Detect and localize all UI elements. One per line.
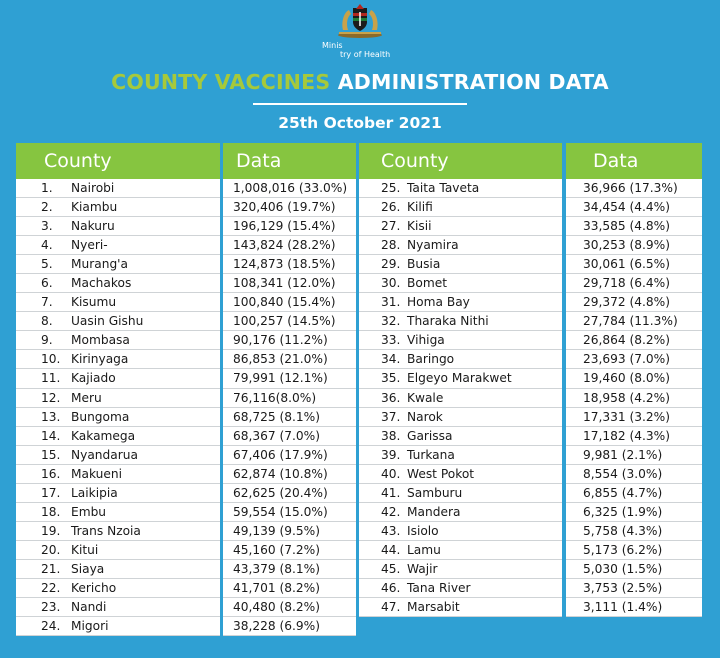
vaccine-count: 17,182 (4.3%): [583, 428, 670, 443]
county-name: Makueni: [71, 466, 122, 481]
table-row: [223, 255, 356, 274]
table-row: [566, 389, 702, 408]
vaccine-count: 100,257 (14.5%): [233, 314, 336, 329]
table-row: [16, 465, 220, 484]
county-name: Nairobi: [71, 181, 115, 195]
county-name: Garissa: [407, 428, 453, 443]
vaccine-count: 62,874 (10.8%): [233, 466, 328, 481]
row-number: 15.: [41, 447, 61, 462]
table-row: [223, 598, 356, 617]
table-row: [359, 408, 562, 427]
row-number: 14.: [41, 428, 61, 443]
row-number: 26.: [381, 200, 401, 215]
row-number: 34.: [381, 352, 401, 367]
county-name: Nyandarua: [71, 447, 138, 462]
table-row: [16, 274, 220, 293]
row-number: 43.: [381, 523, 401, 538]
row-number: 4.: [41, 238, 53, 253]
title-part-green: COUNTY VACCINES: [111, 70, 331, 94]
county-name: Kirinyaga: [71, 352, 129, 367]
county-name: Kiambu: [71, 200, 118, 215]
table-row: [16, 369, 220, 388]
county-name: Kwale: [407, 390, 444, 405]
table-row: [359, 331, 562, 350]
table-row: [566, 446, 702, 465]
table-row: [566, 293, 702, 312]
row-number: 1.: [41, 181, 53, 195]
row-number: 6.: [41, 276, 53, 291]
table-row: [16, 217, 220, 236]
vaccine-count: 3,753 (2.5%): [583, 580, 663, 595]
table-row: [359, 560, 562, 579]
coat-of-arms-logo: [334, 0, 386, 38]
vaccine-count: 5,173 (6.2%): [583, 542, 663, 557]
county-name: Elgeyo Marakwet: [407, 371, 512, 386]
table-row: [566, 427, 702, 446]
vaccine-count: 30,061 (6.5%): [583, 257, 670, 272]
vaccine-count: 59,554 (15.0%): [233, 504, 328, 519]
table-row: [16, 255, 220, 274]
vaccine-count: 76,116(8.0%): [233, 390, 317, 405]
table-row: [566, 369, 702, 388]
row-number: 3.: [41, 219, 53, 234]
table-row: [16, 560, 220, 579]
county-name: Tharaka Nithi: [407, 314, 489, 329]
title-divider: [253, 103, 467, 105]
ministry-of-health-label: [322, 42, 412, 62]
row-number: 33.: [381, 333, 401, 348]
county-name: Kilifi: [407, 200, 433, 215]
vaccine-count: 6,325 (1.9%): [583, 504, 663, 519]
county-name: Busia: [407, 257, 441, 272]
row-number: 7.: [41, 295, 53, 310]
vaccine-count: 33,585 (4.8%): [583, 219, 670, 234]
county-name: Kakamega: [71, 428, 136, 443]
row-number: 12.: [41, 390, 61, 405]
vaccine-count: 86,853 (21.0%): [233, 352, 328, 367]
table-row: [16, 293, 220, 312]
county-name: Turkana: [407, 447, 455, 462]
table-row: [359, 217, 562, 236]
row-number: 46.: [381, 580, 401, 595]
table-row: [16, 484, 220, 503]
vaccine-count: 41,701 (8.2%): [233, 580, 320, 595]
vaccine-count: 6,855 (4.7%): [583, 485, 663, 500]
table-row: [566, 217, 702, 236]
county-name: Siaya: [71, 561, 105, 576]
vaccine-count: 90,176 (11.2%): [233, 333, 328, 348]
county-name: Murang'a: [71, 257, 128, 272]
county-name: Vihiga: [407, 333, 445, 348]
row-number: 8.: [41, 314, 53, 329]
table-row: [223, 312, 356, 331]
header-county-left: [16, 143, 220, 179]
row-number: 37.: [381, 409, 401, 424]
header-county-right: [359, 143, 562, 179]
table-row: [566, 236, 702, 255]
vaccine-count: 34,454 (4.4%): [583, 200, 670, 215]
row-number: 42.: [381, 504, 401, 519]
row-number: 45.: [381, 561, 401, 576]
county-name: Tana River: [407, 580, 471, 595]
vaccine-count: 5,758 (4.3%): [583, 523, 663, 538]
county-name: Mombasa: [71, 333, 130, 348]
table-row: [223, 427, 356, 446]
table-row: [566, 522, 702, 541]
county-name: Trans Nzoia: [71, 523, 141, 538]
county-name: Baringo: [407, 352, 455, 367]
vaccine-count: 49,139 (9.5%): [233, 523, 320, 538]
table-row: [223, 369, 356, 388]
table-row: [359, 598, 562, 617]
table-row: [223, 484, 356, 503]
table-row: [566, 560, 702, 579]
table-row: [223, 236, 356, 255]
ministry-label-line1: Minis: [322, 41, 343, 50]
county-name: Meru: [71, 390, 102, 405]
table-row: [566, 579, 702, 598]
row-number: 25.: [381, 181, 401, 195]
header-county-left-label: County: [44, 150, 112, 172]
table-row: [223, 331, 356, 350]
table-row: [16, 179, 220, 198]
vaccine-count: 8,554 (3.0%): [583, 466, 663, 481]
vaccine-count: 30,253 (8.9%): [583, 238, 670, 253]
vaccine-count: 43,379 (8.1%): [233, 561, 320, 576]
county-name: Wajir: [407, 561, 438, 576]
report-date: 25th October 2021: [278, 114, 442, 132]
table-row: [223, 389, 356, 408]
table-row: [359, 312, 562, 331]
county-name: Kisii: [407, 219, 432, 234]
table-row: [566, 312, 702, 331]
data-column-left: [223, 179, 356, 636]
table-row: [359, 522, 562, 541]
table-row: [223, 350, 356, 369]
header-data-right-label: Data: [593, 150, 639, 172]
table-row: [359, 293, 562, 312]
row-number: 30.: [381, 276, 401, 291]
table-row: [16, 446, 220, 465]
row-number: 13.: [41, 409, 61, 424]
row-number: 31.: [381, 295, 401, 310]
row-number: 38.: [381, 428, 401, 443]
county-name: Migori: [71, 619, 109, 634]
title-part-white: ADMINISTRATION DATA: [337, 70, 609, 94]
row-number: 29.: [381, 257, 401, 272]
county-name: Uasin Gishu: [71, 314, 144, 329]
table-row: [566, 331, 702, 350]
row-number: 5.: [41, 257, 53, 272]
table-row: [566, 179, 702, 198]
vaccine-count: 143,824 (28.2%): [233, 238, 336, 253]
page-title: [0, 70, 720, 94]
header-data-left: [223, 143, 356, 179]
table-row: [566, 503, 702, 522]
table-row: [16, 617, 220, 636]
table-row: [223, 274, 356, 293]
vaccine-count: 1,008,016 (33.0%): [233, 181, 348, 195]
county-name: Narok: [407, 409, 443, 424]
county-name: Machakos: [71, 276, 132, 291]
table-row: [16, 350, 220, 369]
table-row: [16, 427, 220, 446]
table-row: [566, 598, 702, 617]
county-name: Isiolo: [407, 523, 439, 538]
ministry-label-line2: try of Health: [340, 50, 391, 59]
county-name: Nakuru: [71, 219, 115, 234]
vaccine-count: 5,030 (1.5%): [583, 561, 663, 576]
vaccine-count: 79,991 (12.1%): [233, 371, 328, 386]
county-name: Kericho: [71, 580, 117, 595]
table-row: [223, 541, 356, 560]
county-name: Taita Taveta: [407, 181, 480, 195]
table-row: [16, 541, 220, 560]
table-row: [359, 274, 562, 293]
county-name: Samburu: [407, 485, 463, 500]
vaccine-count: 9,981 (2.1%): [583, 447, 663, 462]
county-name: West Pokot: [407, 466, 475, 481]
county-column-left: [16, 179, 220, 636]
row-number: 28.: [381, 238, 401, 253]
vaccine-count: 68,367 (7.0%): [233, 428, 320, 443]
table-row: [16, 236, 220, 255]
row-number: 24.: [41, 619, 61, 634]
vaccine-count: 40,480 (8.2%): [233, 600, 320, 615]
county-name: Kajiado: [71, 371, 116, 386]
vaccine-count: 320,406 (19.7%): [233, 200, 336, 215]
header-data-right: [566, 143, 702, 179]
table-row: [566, 484, 702, 503]
vaccine-count: 23,693 (7.0%): [583, 352, 670, 367]
row-number: 10.: [41, 352, 61, 367]
vaccine-count: 108,341 (12.0%): [233, 276, 336, 291]
row-number: 27.: [381, 219, 401, 234]
county-name: Kitui: [71, 542, 99, 557]
table-row: [16, 522, 220, 541]
table-row: [223, 408, 356, 427]
row-number: 35.: [381, 371, 401, 386]
table-row: [16, 331, 220, 350]
table-row: [16, 408, 220, 427]
vaccine-count: 26,864 (8.2%): [583, 333, 670, 348]
table-row: [359, 427, 562, 446]
vaccine-count: 18,958 (4.2%): [583, 390, 670, 405]
table-row: [223, 217, 356, 236]
county-name: Mandera: [407, 504, 461, 519]
table-row: [359, 255, 562, 274]
table-row: [566, 274, 702, 293]
table-row: [223, 293, 356, 312]
vaccine-count: 3,111 (1.4%): [583, 600, 663, 615]
table-row: [566, 198, 702, 217]
vaccine-count: 67,406 (17.9%): [233, 447, 328, 462]
table-row: [359, 446, 562, 465]
county-name: Homa Bay: [407, 295, 470, 310]
row-number: 47.: [381, 600, 401, 615]
row-number: 36.: [381, 390, 401, 405]
county-column-right: [359, 179, 562, 617]
table-row: [566, 465, 702, 484]
table-row: [359, 465, 562, 484]
header-county-right-label: County: [381, 150, 449, 172]
row-number: 41.: [381, 485, 401, 500]
vaccine-count: 38,228 (6.9%): [233, 619, 320, 634]
row-number: 32.: [381, 314, 401, 329]
row-number: 2.: [41, 200, 53, 215]
row-number: 22.: [41, 580, 61, 595]
row-number: 23.: [41, 600, 61, 615]
row-number: 40.: [381, 466, 401, 481]
vaccine-count: 29,372 (4.8%): [583, 295, 670, 310]
table-row: [223, 465, 356, 484]
vaccine-count: 124,873 (18.5%): [233, 257, 336, 272]
row-number: 18.: [41, 504, 61, 519]
table-row: [566, 408, 702, 427]
table-row: [223, 522, 356, 541]
row-number: 21.: [41, 561, 61, 576]
table-row: [223, 560, 356, 579]
table-row: [359, 369, 562, 388]
table-row: [223, 179, 356, 198]
county-name: Nyeri-: [71, 238, 108, 253]
county-name: Lamu: [407, 542, 441, 557]
vaccine-count: 29,718 (6.4%): [583, 276, 670, 291]
vaccine-count: 68,725 (8.1%): [233, 409, 320, 424]
header-data-left-label: Data: [236, 150, 282, 172]
row-number: 39.: [381, 447, 401, 462]
county-name: Marsabit: [407, 600, 460, 615]
row-number: 44.: [381, 542, 401, 557]
row-number: 11.: [41, 371, 61, 386]
table-row: [223, 198, 356, 217]
table-row: [16, 312, 220, 331]
county-name: Nandi: [71, 600, 107, 615]
table-row: [566, 541, 702, 560]
table-row: [566, 350, 702, 369]
county-name: Nyamira: [407, 238, 459, 253]
row-number: 20.: [41, 542, 61, 557]
vaccine-count: 19,460 (8.0%): [583, 371, 670, 386]
row-number: 9.: [41, 333, 53, 348]
vaccine-count: 17,331 (3.2%): [583, 409, 670, 424]
row-number: 16.: [41, 466, 61, 481]
vaccine-count: 62,625 (20.4%): [233, 485, 328, 500]
row-number: 19.: [41, 523, 61, 538]
table-row: [359, 484, 562, 503]
vaccine-count: 36,966 (17.3%): [583, 181, 678, 195]
vaccine-count: 27,784 (11.3%): [583, 314, 678, 329]
table-row: [223, 617, 356, 636]
table-row: [223, 503, 356, 522]
county-name: Bomet: [407, 276, 447, 291]
table-row: [359, 236, 562, 255]
data-column-right: [566, 179, 702, 617]
table-row: [16, 389, 220, 408]
vaccine-count: 196,129 (15.4%): [233, 219, 336, 234]
table-row: [16, 598, 220, 617]
vaccine-count: 100,840 (15.4%): [233, 295, 336, 310]
table-row: [16, 198, 220, 217]
table-row: [566, 255, 702, 274]
table-row: [359, 503, 562, 522]
table-row: [359, 198, 562, 217]
table-row: [223, 579, 356, 598]
table-row: [359, 350, 562, 369]
table-row: [359, 179, 562, 198]
table-row: [359, 579, 562, 598]
table-row: [223, 446, 356, 465]
county-name: Laikipia: [71, 485, 118, 500]
county-name: Embu: [71, 504, 107, 519]
table-row: [16, 579, 220, 598]
county-name: Kisumu: [71, 295, 117, 310]
table-row: [359, 541, 562, 560]
vaccine-count: 45,160 (7.2%): [233, 542, 320, 557]
row-number: 17.: [41, 485, 61, 500]
table-row: [359, 389, 562, 408]
county-name: Bungoma: [71, 409, 130, 424]
table-row: [16, 503, 220, 522]
